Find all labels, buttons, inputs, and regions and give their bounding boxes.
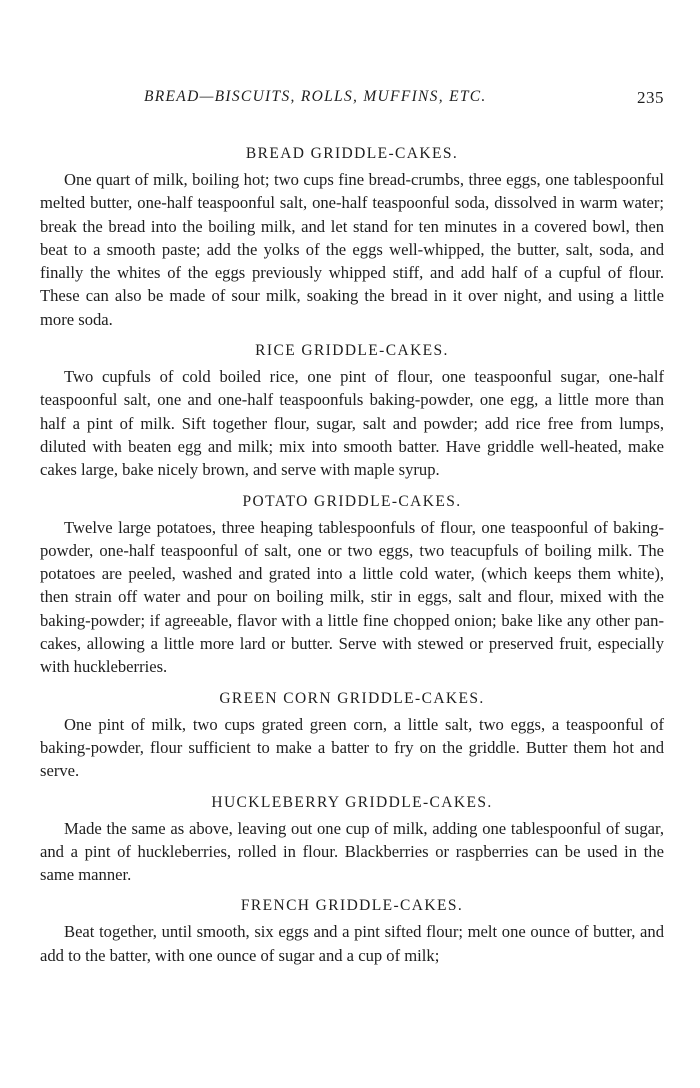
recipe-body: Made the same as above, leaving out one cup of milk, adding one tablespoonful of sugar, and a pint of huckleberries, rolled in flour. Blackberries or raspberries can be used in the same manner.	[40, 818, 664, 885]
recipe-title: FRENCH GRIDDLE-CAKES.	[240, 897, 464, 915]
recipe-potato-griddle-cakes	[40, 490, 664, 679]
book-page	[40, 0, 664, 1088]
recipe-body: Twelve large potatoes, three heaping tablespoonfuls of flour, one teaspoonful of baking-powder, one-half teaspoonful of salt, one or two eggs, two teacupfuls of boiling milk. The potatoes are peeled, washed and grated into a little cold water, (which keeps them white), then strain off water and pour on boiling milk, stir in eggs, salt and flour, mixed with the baking-powder; if agreeable, flavor with a little fine chopped onion; bake like any other pan-cakes, allowing a little more lard or butter. Serve with stewed or preserved fruit, especially with huckleberries.	[40, 517, 664, 677]
recipe-title: BREAD GRIDDLE-CAKES.	[245, 145, 459, 162]
recipe-body: Beat together, until smooth, six eggs and a pint sifted flour; melt one ounce of butter, and add to the batter, with one ounce of sugar and a cup of milk;	[40, 922, 664, 965]
recipe-rice-griddle-cakes	[40, 339, 664, 481]
recipe-french-griddle-cakes	[40, 894, 664, 967]
page-number: 235	[637, 88, 664, 107]
recipe-body: One pint of milk, two cups grated green corn, a little salt, two eggs, a teaspoonful of baking-powder, flour sufficient to make a batter to fry on the griddle. Butter them hot and serve.	[40, 714, 664, 781]
recipe-title: HUCKLEBERRY GRIDDLE-CAKES.	[211, 793, 493, 811]
running-title: BREAD—BISCUITS, ROLLS, MUFFINS, ETC.	[144, 88, 487, 105]
recipe-title: RICE GRIDDLE-CAKES.	[255, 342, 449, 360]
recipe-title: GREEN CORN GRIDDLE-CAKES.	[219, 689, 485, 707]
recipe-huckleberry-griddle-cakes	[40, 791, 664, 887]
recipe-title: POTATO GRIDDLE-CAKES.	[242, 492, 462, 510]
recipe-bread-griddle-cakes	[40, 142, 664, 331]
recipe-body: One quart of milk, boiling hot; two cups fine bread-crumbs, three eggs, one tablespoonful melted butter, one-half teaspoonful salt, one-half teaspoonful soda, dissolved in warm water; break the bread into the boiling milk, and let stand for ten minutes in a covered bowl, then beat to a smooth paste; add the yolks of the eggs well-whipped, the butter, salt, soda, and finally the whites of the eggs previously whipped stiff, and add half of a cupful of flour. These can also be made of sour milk, soaking the bread in it over night, and using a little more soda.	[40, 170, 664, 329]
running-head	[40, 88, 664, 112]
page-content	[40, 142, 664, 975]
recipe-green-corn-griddle-cakes	[40, 687, 664, 783]
recipe-body: Two cupfuls of cold boiled rice, one pint of flour, one teaspoonful sugar, one-half teaspoonful salt, one and one-half teaspoonfuls baking-powder, one egg, a little more than half a pint of milk. Sift together flour, sugar, salt and powder; add rice free from lumps, diluted with beaten egg and milk; mix into smooth batter. Have griddle well-heated, make cakes large, bake nicely brown, and serve with maple syrup.	[40, 367, 664, 480]
